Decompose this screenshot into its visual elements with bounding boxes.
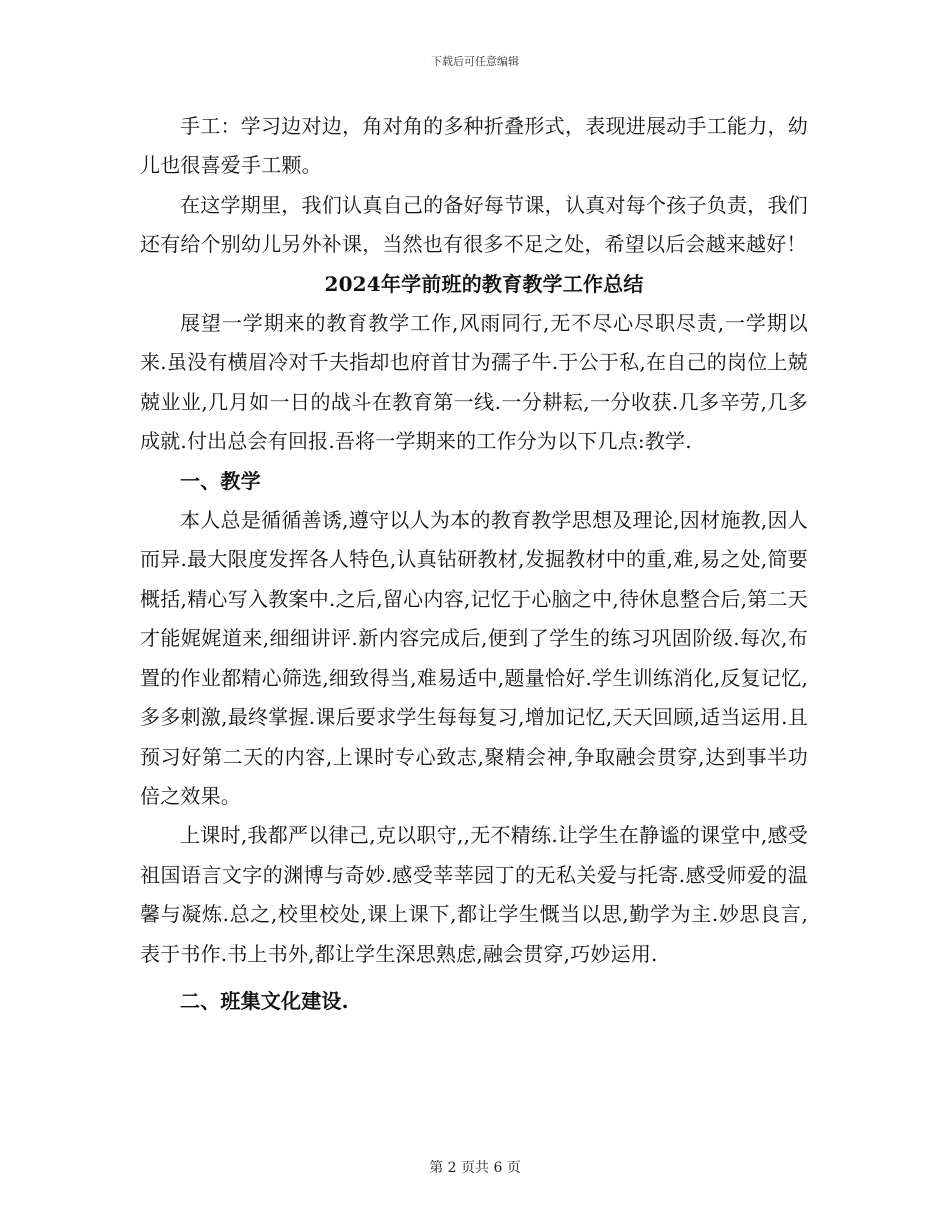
section-heading-teaching: 一、教学 bbox=[180, 468, 261, 493]
document-body bbox=[140, 107, 808, 1021]
paragraph-teaching-method: 本人总是循循善诱,遵守以人为本的教育教学思想及理论,因材施教,因人而异.最大限度发挥各人特色,认真钻研教材,发掘教材中的重,难,易之处,简要概括,精心写入教案中.之后,留心内容,记忆于心脑之中,待休息整合后,第二天才能娓娓道来,细细讲评.新内容完成后,便到了学生的练习巩固阶级.每次,布置的作业都精心筛选,细致得当,难易适中,题量恰好.学生训练消化,反复记忆,多多刺激,最终掌握.课后要求学生每每复习,增加记忆,天天回顾,适当运用.且预习好第二天的内容,上课时专心致志,聚精会神,争取融会贯穿,达到事半功倍之效果。 bbox=[140, 508, 808, 808]
paragraph-handcraft: 手工：学习边对边，角对角的多种折叠形式，表现进展动手工能力，幼儿也很喜爱手工颗。 bbox=[140, 114, 808, 178]
paragraph-semester: 在这学期里，我们认真自己的备好每节课，认真对每个孩子负责，我们还有给个别幼儿另外补课，当然也有很多不足之处，希望以后会越来越好！ bbox=[140, 192, 808, 257]
page-footer: 第 2 页共 6 页 bbox=[429, 1160, 521, 1176]
document-title: 2024年学前班的教育教学工作总结 bbox=[324, 271, 644, 296]
paragraph-intro: 展望一学期来的教育教学工作,风雨同行,无不尽心尽职尽责,一学期以来.虽没有横眉冷对千夫指却也府首甘为孺子牛.于公于私,在自己的岗位上兢兢业业,几月如一日的战斗在教育第一线.一分耕耘,一分收获.几多辛劳,几多成就.付出总会有回报.吾将一学期来的工作分为以下几点:教学. bbox=[140, 311, 808, 454]
section-heading-class-culture: 二、班集文化建设. bbox=[180, 988, 349, 1013]
paragraph-classroom: 上课时,我都严以律己,克以职守,,无不精练.让学生在静谧的课堂中,感受祖国语言文字的渊博与奇妙.感受莘莘园丁的无私关爱与托寄.感受师爱的温馨与凝炼.总之,校里校处,课上课下,都让学生慨当以思,勤学为主.妙思良言,表于书作.书上书外,都让学生深思熟虑,融会贯穿,巧妙运用. bbox=[140, 823, 808, 966]
page-header: 下载后可任意编辑 bbox=[431, 55, 519, 68]
